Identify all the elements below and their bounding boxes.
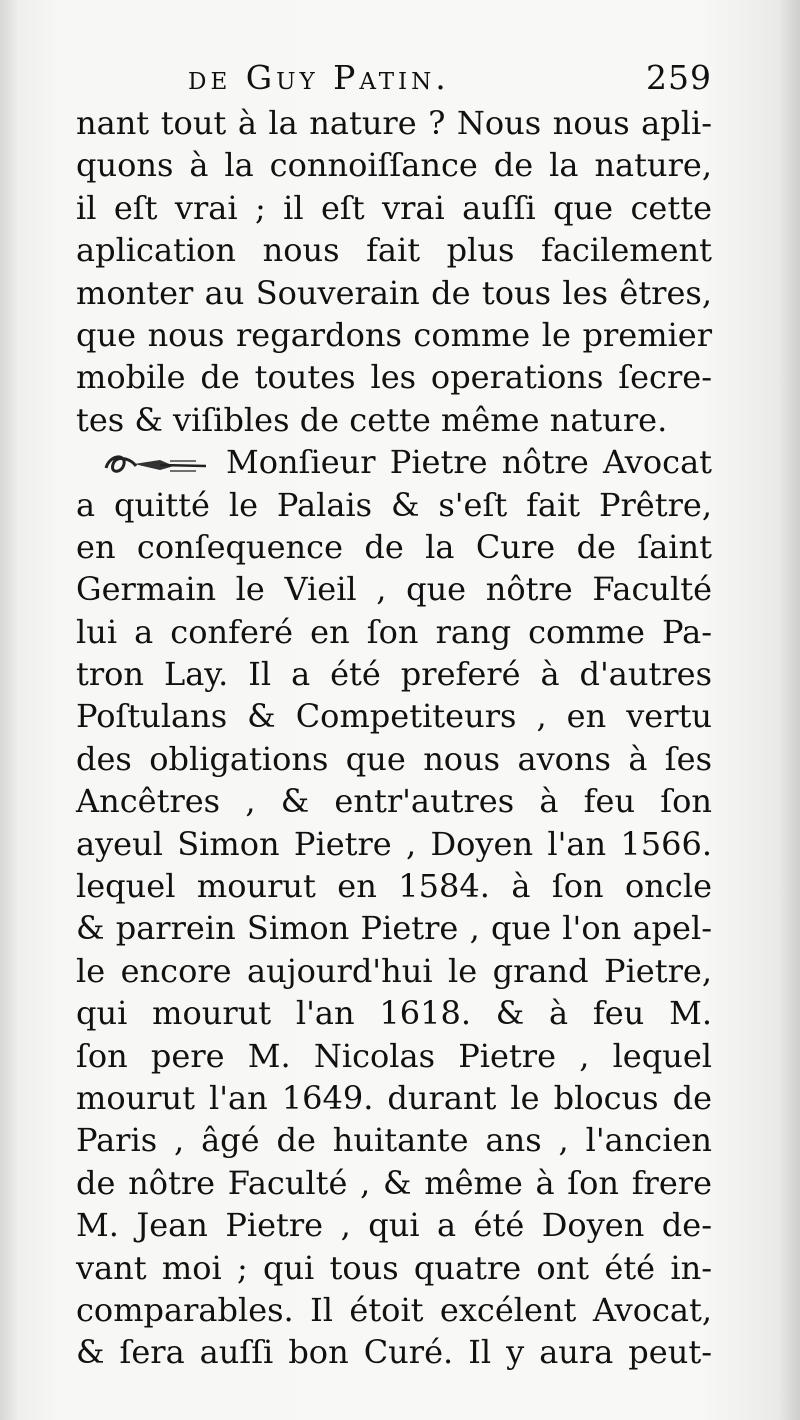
text-line: M. Jean Pietre , qui a été Doyen de-	[76, 1206, 712, 1245]
text-line: lequel mourut en 1584. à ſon oncle	[76, 867, 712, 906]
body-text	[76, 102, 712, 1374]
text-line: monter au Souverain de tous les êtres,	[76, 273, 712, 312]
text-line: tron Lay. Il a été preferé à d'autres	[76, 655, 712, 694]
text-line: & parrein Simon Pietre , que l'on apel-	[76, 909, 712, 948]
text-line: des obligations que nous avons à ſes	[76, 739, 712, 778]
page-edge-shadow	[778, 0, 800, 1420]
text-line: ayeul Simon Pietre , Doyen l'an 1566.	[76, 824, 712, 863]
text-line: mourut l'an 1649. durant le blocus de	[76, 1078, 712, 1117]
text-line: quons à la connoiſſance de la nature,	[76, 146, 712, 185]
text-line: que nous regardons comme le premier	[76, 315, 712, 354]
text-line: qui mourut l'an 1618. & à feu M.	[76, 994, 712, 1033]
text-line: Monſieur Pietre nôtre Avocat	[226, 443, 712, 482]
running-head	[78, 58, 718, 100]
text-line: a quitté le Palais & s'eſt fait Prêtre,	[76, 485, 712, 524]
text-line: Poſtulans & Competiteurs , en vertu	[76, 697, 712, 736]
text-line: Ancêtres , & entr'autres à feu ſon	[76, 782, 712, 821]
text-line: tes & viſibles de cette même nature.	[76, 400, 668, 439]
text-line: Germain le Vieil , que nôtre Faculté	[76, 570, 712, 609]
page-number: 259	[646, 58, 712, 97]
text-line: aplication nous fait plus facilement	[76, 231, 712, 270]
text-line: ſon pere M. Nicolas Pietre , lequel	[76, 1036, 712, 1075]
text-line: de nôtre Faculté , & même à ſon frere	[76, 1163, 712, 1202]
text-line: comparables. Il étoit excélent Avocat,	[76, 1290, 712, 1329]
text-line: & ſera auſſi bon Curé. Il y aura peut-	[76, 1333, 712, 1372]
running-title: de Guy Patin.	[188, 58, 450, 97]
text-line: vant moi ; qui tous quatre ont été in-	[76, 1248, 712, 1287]
text-line: il eſt vrai ; il eſt vrai auſſi que cette	[76, 188, 712, 227]
text-line: Paris , âgé de huitante ans , l'ancien	[76, 1121, 712, 1160]
gutter-shadow	[0, 0, 18, 1420]
text-line: lui a conferé en ſon rang comme Pa-	[76, 612, 712, 651]
text-line: nant tout à la nature ? Nous nous apli-	[76, 104, 712, 142]
text-line: le encore aujourd'hui le grand Pietre,	[76, 951, 712, 990]
text-line: mobile de toutes les operations ſecre-	[76, 358, 712, 397]
text-line: en conſequence de la Cure de ſaint	[76, 527, 712, 566]
